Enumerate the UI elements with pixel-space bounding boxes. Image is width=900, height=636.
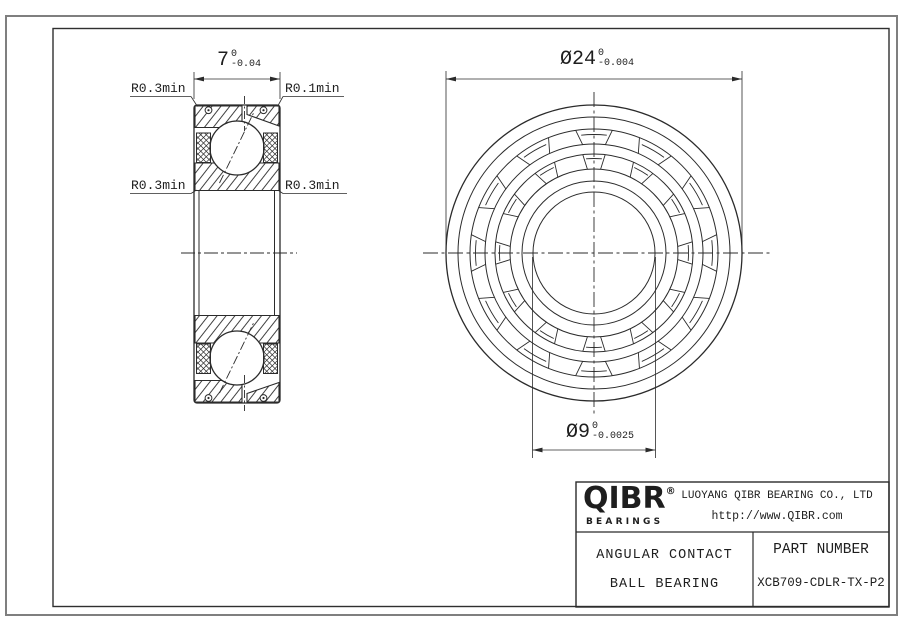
- registered-mark: ®: [665, 486, 676, 497]
- radius-label-mid-left: R0.3min: [131, 178, 186, 193]
- od-value: Ø24: [560, 48, 597, 71]
- front-view: [423, 92, 772, 416]
- radius-label-mid-right: R0.3min: [285, 178, 340, 193]
- od-dimension-text: [560, 50, 634, 70]
- part-number-label: PART NUMBER: [773, 542, 869, 558]
- width-tol-upper: 0: [231, 49, 238, 60]
- width-dimension-text: [217, 51, 261, 71]
- brand-logo-subtext: BEARINGS: [586, 517, 664, 527]
- company-name: LUOYANG QIBR BEARING CO., LTD: [681, 490, 873, 502]
- bore-tol-upper: 0: [592, 421, 599, 432]
- width-value: 7: [217, 49, 230, 72]
- product-type-line1: ANGULAR CONTACT: [596, 548, 733, 563]
- bore-value: Ø9: [566, 421, 591, 444]
- radius-label-top-left: R0.3min: [131, 81, 186, 96]
- od-tol-lower: -0.004: [598, 58, 635, 69]
- brand-logo-text: QIBR: [583, 481, 666, 516]
- company-website: http://www.QIBR.com: [711, 510, 843, 523]
- bore-dimension-text: [566, 423, 634, 443]
- od-tol-upper: 0: [598, 48, 605, 59]
- brand-logo: [583, 481, 676, 516]
- width-tol-lower: -0.04: [231, 59, 262, 70]
- radius-label-top-right: R0.1min: [285, 81, 340, 96]
- bore-tol-lower: -0.0025: [592, 431, 635, 442]
- product-type-line2: BALL BEARING: [609, 577, 720, 592]
- sheet-frame: [6, 16, 897, 615]
- part-number-value: XCB709-CDLR-TX-P2: [757, 576, 885, 590]
- dimension-width: [194, 72, 280, 99]
- section-view: [181, 96, 297, 411]
